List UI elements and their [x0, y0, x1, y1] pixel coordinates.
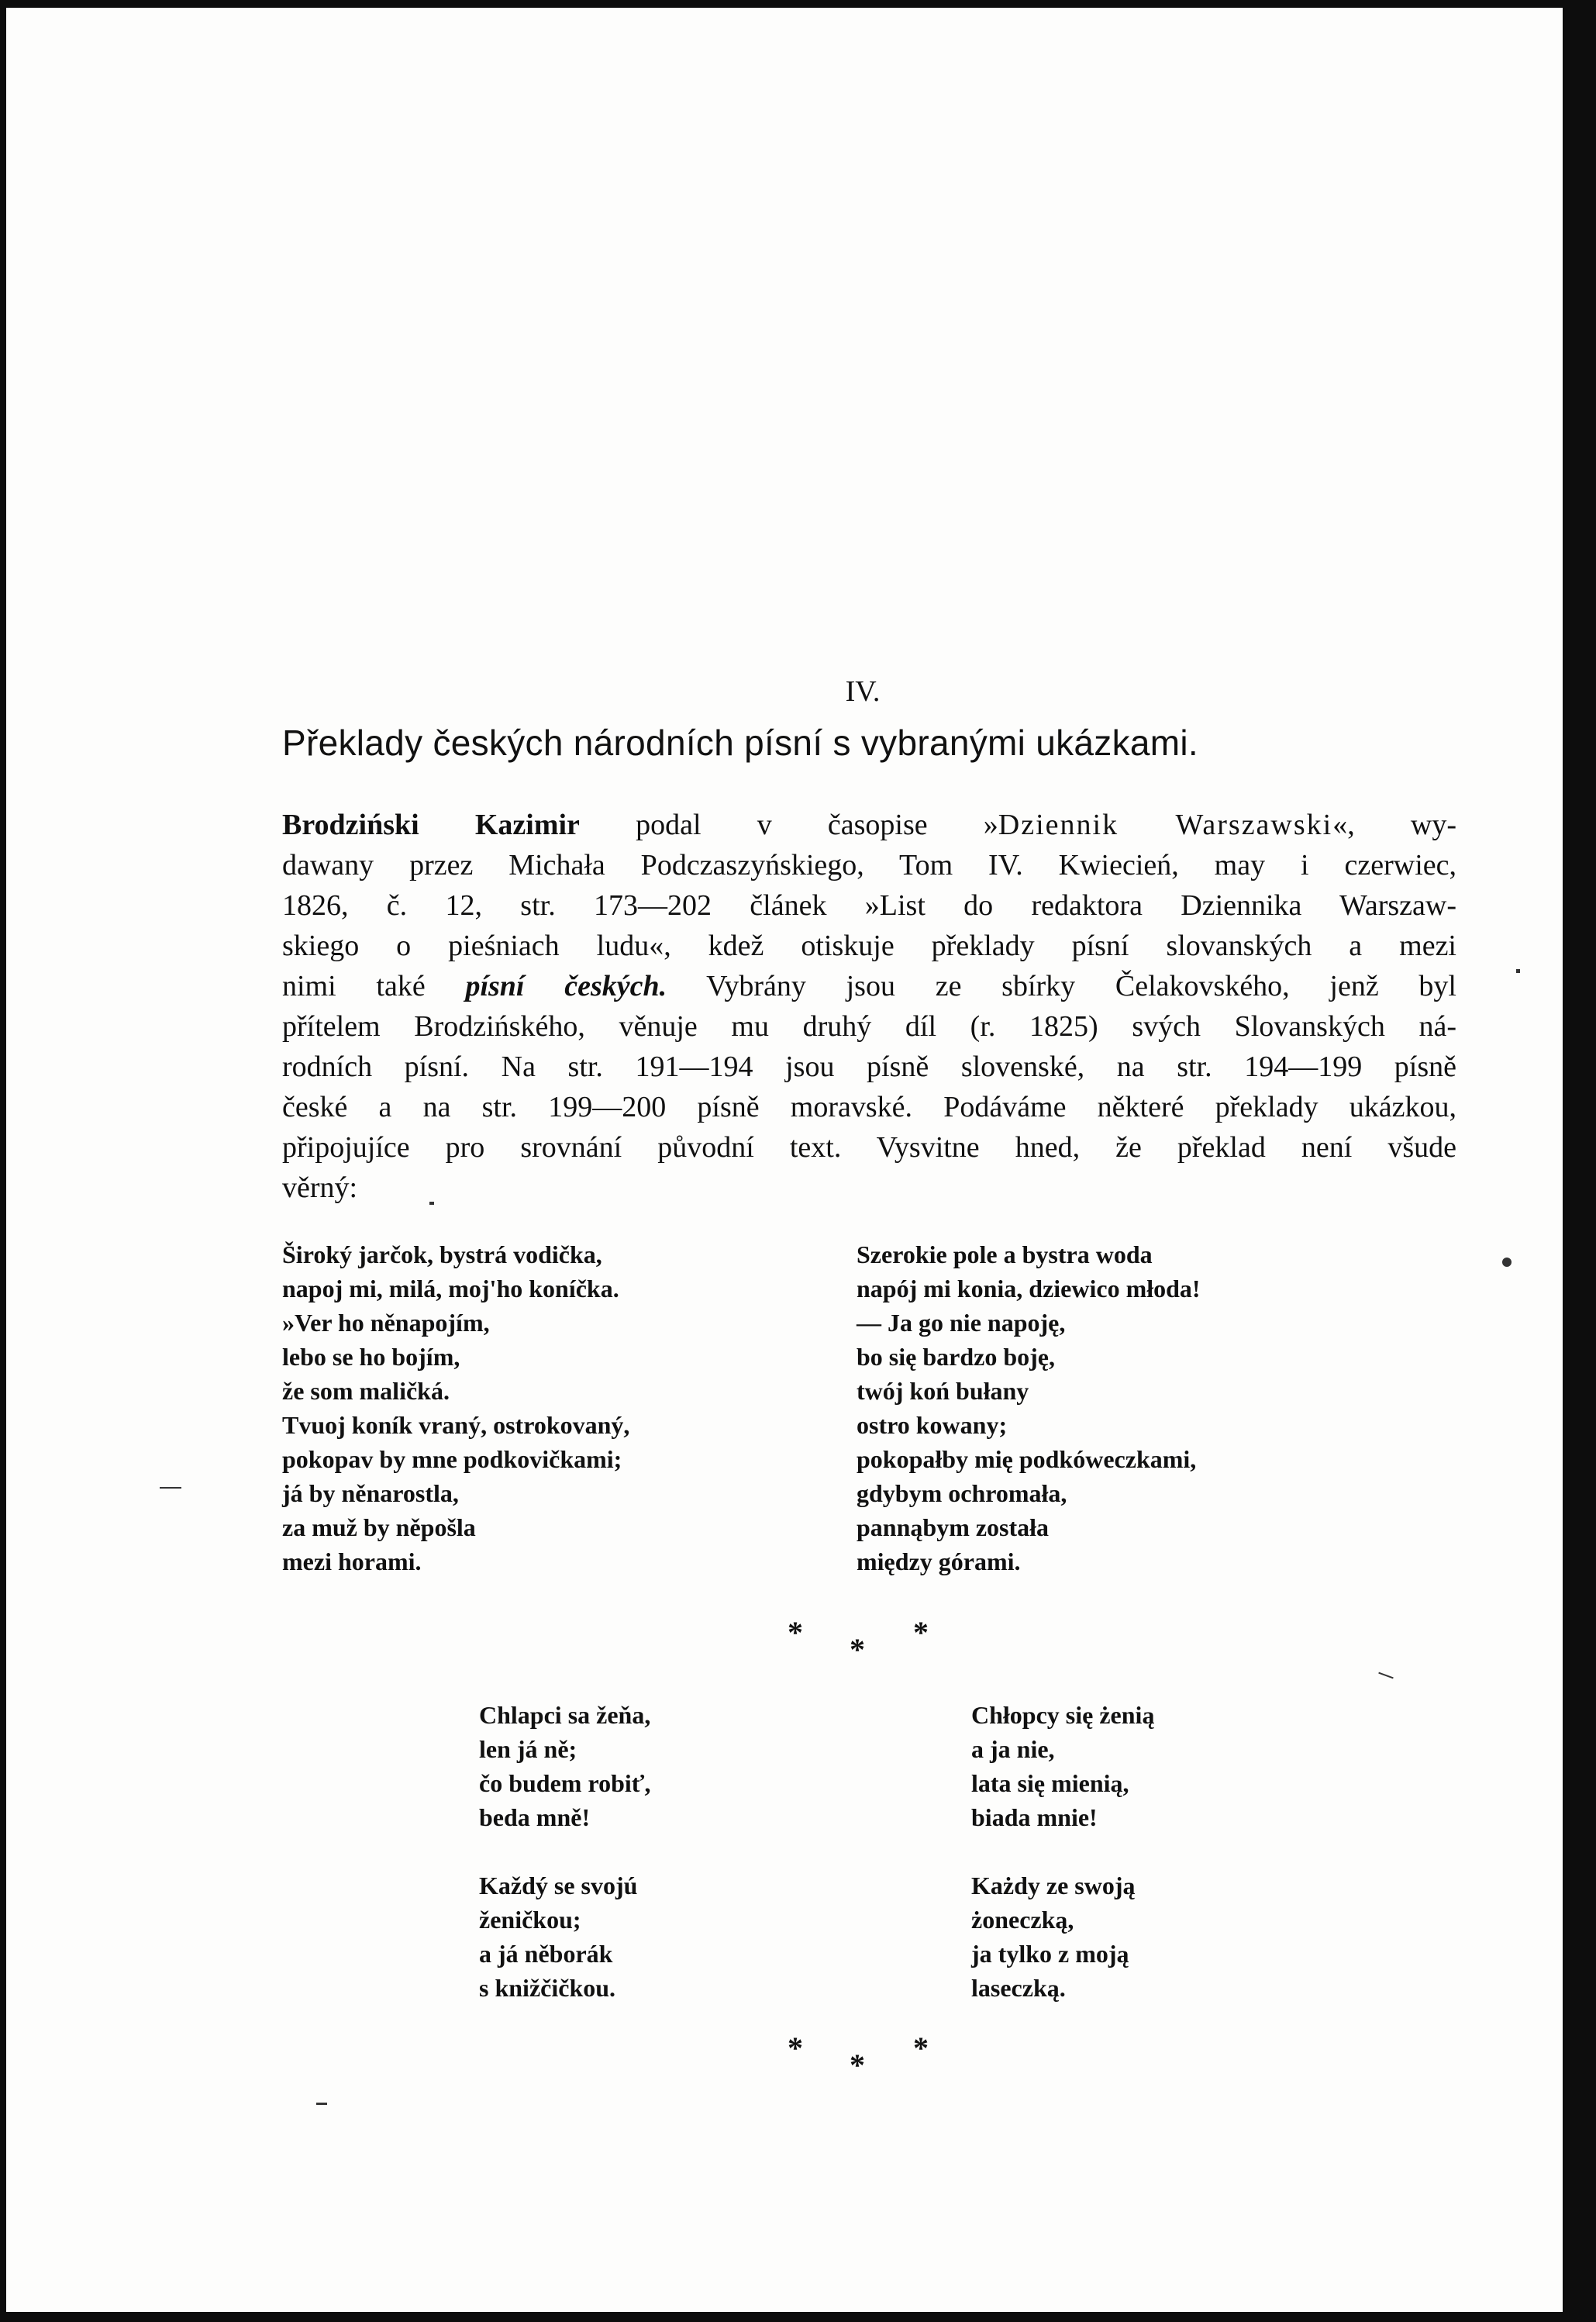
asterisk: *: [850, 2048, 865, 2082]
verse-line: bo się bardzo boję,: [857, 1343, 1055, 1371]
journal-name: Dziennik Warszawski: [998, 809, 1333, 841]
poem1-original: [282, 1237, 629, 1578]
verse-line: »Ver ho něnapojím,: [282, 1309, 490, 1337]
verse-line: Szerokie pole a bystra woda: [857, 1240, 1153, 1268]
verse-line: ženičkou;: [479, 1906, 581, 1934]
emphasis: písní českých.: [465, 970, 667, 1002]
verse-line: Chłopcy się żenią: [971, 1701, 1155, 1729]
verse-line: ostro kowany;: [857, 1411, 1008, 1439]
verse-line: Każdy ze swoją: [971, 1872, 1136, 1899]
intro-line: dawany przez Michała Podczaszyńskiego, Tom IV. Kwiecień, may i czerwiec,: [282, 849, 1456, 882]
asterisk: *: [913, 1615, 929, 1650]
verse-line: že som maličká.: [282, 1377, 450, 1405]
book-page: [6, 8, 1563, 2312]
intro-line: připojujíce pro srovnání původní text. Vysvitne hned, že překlad není všude: [282, 1131, 1456, 1164]
verse-line: pokopav by mne podkovičkami;: [282, 1445, 622, 1473]
intro-line: rodních písní. Na str. 191—194 jsou písně slovenské, na str. 194—199 písně: [282, 1051, 1456, 1083]
poem2-original: [479, 1698, 650, 2005]
verse-line: lebo se ho bojím,: [282, 1343, 460, 1371]
verse-line: Každý se svojú: [479, 1872, 638, 1899]
intro-paragraph: [282, 805, 1456, 1208]
scan-speck: [1516, 969, 1520, 973]
intro-line: Brodziński Kazimir podal v časopise »Dziennik Warszawski«, wy-: [282, 809, 1456, 841]
scan-speck: [429, 1202, 434, 1205]
scan-speck: [1378, 1672, 1393, 1679]
intro-line: 1826, č. 12, str. 173—202 článek »List do redaktora Dziennika Warszaw-: [282, 889, 1456, 922]
verse-line: Chlapci sa žeňa,: [479, 1701, 651, 1729]
verse-line: pokopałby mię podkóweczkami,: [857, 1445, 1197, 1473]
intro-line: skiego o pieśniach ludu«, kdež otiskuje překlady písní slovanských a mezi: [282, 930, 1456, 962]
author-name: Brodziński Kazimir: [282, 809, 580, 841]
verse-line: laseczką.: [971, 1974, 1066, 2002]
verse-line: a já něborák: [479, 1940, 613, 1968]
verse-line: s knižčičkou.: [479, 1974, 616, 2002]
poem2-translation: [971, 1698, 1154, 2005]
verse-line: a ja nie,: [971, 1735, 1055, 1763]
scan-speck: [160, 1487, 181, 1489]
verse-line: ja tylko z moją: [971, 1940, 1129, 1968]
verse-line: pannąbym została: [857, 1513, 1050, 1541]
section-number: IV.: [845, 675, 881, 708]
asterisk: *: [850, 1632, 865, 1667]
verse-line: čo budem robiť,: [479, 1769, 651, 1797]
verse-line: beda mně!: [479, 1803, 591, 1831]
verse-line: gdybym ochromała,: [857, 1479, 1067, 1507]
verse-line: mezi horami.: [282, 1547, 422, 1575]
intro-line: přítelem Brodzińského, věnuje mu druhý díl (r. 1825) svých Slovanských ná-: [282, 1010, 1456, 1043]
intro-line: věrný:: [282, 1171, 358, 1204]
asterisk: *: [913, 2030, 929, 2065]
asterism-separator: [781, 1614, 936, 1676]
verse-line: twój koń bułany: [857, 1377, 1029, 1405]
verse-line: — Ja go nie napoję,: [857, 1309, 1066, 1337]
verse-line: napój mi konia, dziewico młoda!: [857, 1275, 1201, 1302]
verse-line: len já ně;: [479, 1735, 577, 1763]
verse-line: biada mnie!: [971, 1803, 1098, 1831]
page-title: Překlady českých národních písní s vybranými ukázkami.: [282, 723, 1199, 763]
verse-line: napoj mi, milá, moj'ho koníčka.: [282, 1275, 619, 1302]
verse-line: lata się mienią,: [971, 1769, 1129, 1797]
verse-line: já by něnarostla,: [282, 1479, 459, 1507]
scan-speck: [316, 2103, 327, 2105]
intro-line: nimi také písní českých. Vybrány jsou ze sbírky Čelakovského, jenž byl: [282, 970, 1456, 1002]
scan-speck: [1502, 1258, 1512, 1267]
poem1-translation: [857, 1237, 1201, 1578]
asterisk: *: [788, 2030, 803, 2065]
verse-line: żoneczką,: [971, 1906, 1074, 1934]
verse-line: Tvuoj koník vraný, ostrokovaný,: [282, 1411, 630, 1439]
verse-line: Široký jarčok, bystrá vodička,: [282, 1240, 602, 1268]
verse-line: za muž by něpošla: [282, 1513, 476, 1541]
verse-line: między górami.: [857, 1547, 1021, 1575]
asterism-separator: [781, 2030, 936, 2092]
asterisk: *: [788, 1615, 803, 1650]
intro-line: české a na str. 199—200 písně moravské. Podáváme některé překlady ukázkou,: [282, 1091, 1456, 1123]
